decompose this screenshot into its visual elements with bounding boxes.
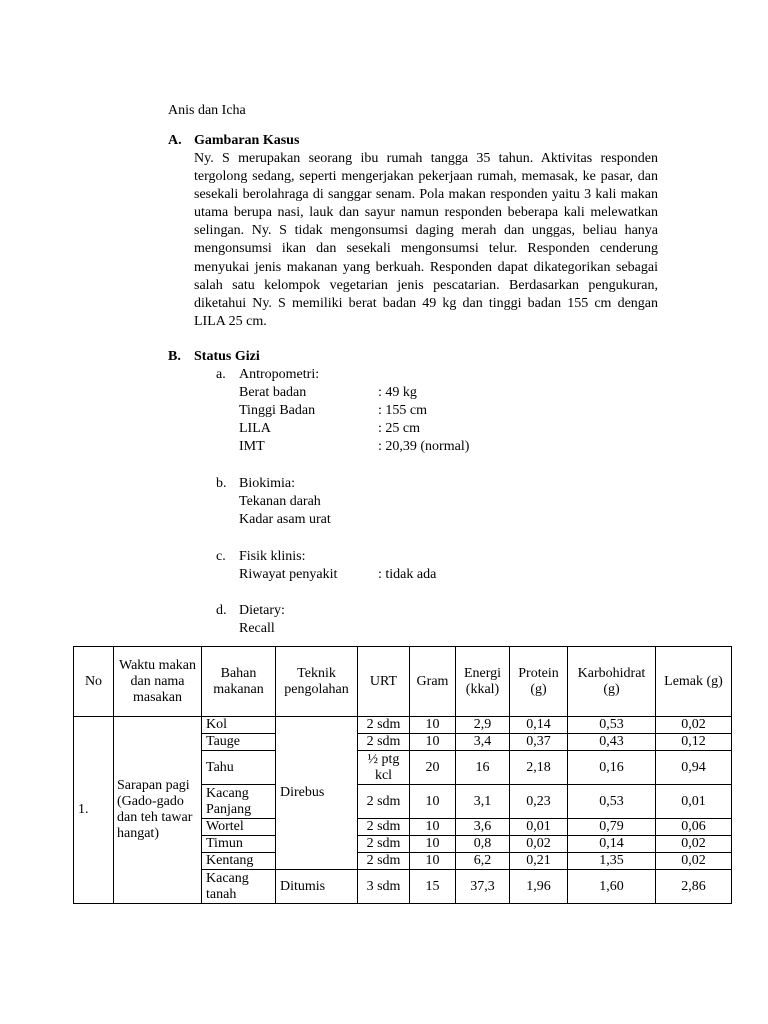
anthro-label-weight: Berat badan	[239, 385, 307, 400]
cell-energi: 6,2	[456, 853, 510, 870]
header-lemak: Lemak (g)	[656, 647, 732, 717]
cell-bahan: Kentang	[202, 853, 276, 870]
anthro-value-height: : 155 cm	[378, 403, 427, 418]
header-energi: Energi (kkal)	[456, 647, 510, 717]
cell-bahan: Tauge	[202, 734, 276, 751]
antropometri-title: Antropometri:	[239, 367, 320, 382]
cell-karbohidrat: 0,16	[568, 751, 656, 785]
cell-energi: 3,1	[456, 785, 510, 819]
cell-protein: 2,18	[510, 751, 568, 785]
cell-protein: 0,37	[510, 734, 568, 751]
cell-protein: 0,21	[510, 853, 568, 870]
fisik-klinis-title: Fisik klinis:	[239, 549, 306, 564]
cell-karbohidrat: 1,35	[568, 853, 656, 870]
cell-protein: 0,02	[510, 836, 568, 853]
cell-urt: 2 sdm	[358, 819, 410, 836]
cell-no: 1.	[74, 717, 114, 904]
header-no: No	[74, 647, 114, 717]
cell-urt: 2 sdm	[358, 836, 410, 853]
cell-urt: 2 sdm	[358, 734, 410, 751]
cell-energi: 37,3	[456, 870, 510, 904]
biokimia-title: Biokimia:	[239, 476, 295, 491]
cell-energi: 2,9	[456, 717, 510, 734]
cell-technique: Direbus	[276, 717, 358, 870]
table-header-row	[74, 647, 732, 717]
recall-subtitle: Recall	[239, 621, 275, 636]
header-teknik-pengolahan: Teknik pengolahan	[276, 647, 358, 717]
section-a-marker: A.	[168, 133, 182, 148]
anthro-value-imt: : 20,39 (normal)	[378, 439, 470, 454]
fisik-klinis-marker: c.	[216, 549, 226, 564]
section-b-marker: B.	[168, 349, 181, 364]
cell-bahan: Tahu	[202, 751, 276, 785]
cell-gram: 10	[410, 785, 456, 819]
cell-protein: 0,23	[510, 785, 568, 819]
cell-protein: 0,14	[510, 717, 568, 734]
header-protein: Protein (g)	[510, 647, 568, 717]
riwayat-penyakit-value: : tidak ada	[378, 567, 437, 582]
header-bahan-makanan: Bahan makanan	[202, 647, 276, 717]
cell-lemak: 0,12	[656, 734, 732, 751]
cell-lemak: 0,02	[656, 717, 732, 734]
cell-meal: Sarapan pagi (Gado-gado dan teh tawar hangat)	[114, 717, 202, 904]
cell-gram: 10	[410, 819, 456, 836]
cell-urt: 3 sdm	[358, 870, 410, 904]
biokimia-item: Tekanan darah	[239, 494, 321, 509]
header-gram: Gram	[410, 647, 456, 717]
biokimia-item: Kadar asam urat	[239, 512, 331, 527]
cell-karbohidrat: 0,53	[568, 717, 656, 734]
cell-gram: 10	[410, 836, 456, 853]
cell-karbohidrat: 0,43	[568, 734, 656, 751]
cell-bahan: Timun	[202, 836, 276, 853]
anthro-value-weight: : 49 kg	[378, 385, 417, 400]
cell-karbohidrat: 0,53	[568, 785, 656, 819]
header-karbohidrat: Karbohidrat (g)	[568, 647, 656, 717]
cell-gram: 10	[410, 853, 456, 870]
authors: Anis dan Icha	[168, 103, 246, 118]
anthro-label-lila: LILA	[239, 421, 271, 436]
cell-bahan: Kacang tanah	[202, 870, 276, 904]
recall-table	[73, 646, 732, 904]
cell-lemak: 0,01	[656, 785, 732, 819]
cell-urt: 2 sdm	[358, 853, 410, 870]
cell-lemak: 0,06	[656, 819, 732, 836]
cell-lemak: 0,94	[656, 751, 732, 785]
section-b-title: Status Gizi	[194, 349, 260, 364]
cell-urt: ½ ptg kcl	[358, 751, 410, 785]
riwayat-penyakit-label: Riwayat penyakit	[239, 567, 338, 582]
cell-lemak: 0,02	[656, 836, 732, 853]
cell-lemak: 0,02	[656, 853, 732, 870]
cell-bahan: Wortel	[202, 819, 276, 836]
cell-gram: 10	[410, 717, 456, 734]
cell-urt: 2 sdm	[358, 785, 410, 819]
dietary-title: Dietary:	[239, 603, 285, 618]
table-row	[74, 717, 732, 734]
cell-gram: 20	[410, 751, 456, 785]
cell-gram: 10	[410, 734, 456, 751]
case-description: Ny. S merupakan seorang ibu rumah tangga 35 tahun. Aktivitas responden tergolong sedang, seperti mengerjakan pekerjaan rumah, memasak, ke pasar, dan sesekali berolahraga di sanggar senam. Pola makan responden yaitu 3 kali makan utama berupa nasi, lauk dan sayur namun responden beberapa kali melewatkan selingan. Ny. S tidak mengonsumsi daging merah dan unggas, beliau hanya mengonsumsi ikan dan sesekali mengonsumsi telur. Responden cenderung menyukai jenis makanan yang berkuah. Responden dapat dikategorikan sebagai salah satu kelompok vegetarian jenis pescatarian. Berdasarkan pengukuran, diketahui Ny. S memiliki berat badan 49 kg dan tinggi badan 155 cm dengan LILA 25 cm.	[194, 151, 658, 329]
anthro-value-lila: : 25 cm	[378, 421, 420, 436]
antropometri-marker: a.	[216, 367, 226, 382]
cell-energi: 16	[456, 751, 510, 785]
dietary-marker: d.	[216, 603, 227, 618]
cell-karbohidrat: 0,79	[568, 819, 656, 836]
cell-karbohidrat: 0,14	[568, 836, 656, 853]
cell-technique: Ditumis	[276, 870, 358, 904]
anthro-label-height: Tinggi Badan	[239, 403, 316, 418]
cell-karbohidrat: 1,60	[568, 870, 656, 904]
cell-urt: 2 sdm	[358, 717, 410, 734]
section-a-title: Gambaran Kasus	[194, 133, 300, 148]
biokimia-marker: b.	[216, 476, 227, 491]
header-urt: URT	[358, 647, 410, 717]
cell-gram: 15	[410, 870, 456, 904]
header-waktu-makan: Waktu makan dan nama masakan	[114, 647, 202, 717]
cell-protein: 1,96	[510, 870, 568, 904]
cell-energi: 3,4	[456, 734, 510, 751]
cell-energi: 3,6	[456, 819, 510, 836]
cell-energi: 0,8	[456, 836, 510, 853]
cell-protein: 0,01	[510, 819, 568, 836]
cell-lemak: 2,86	[656, 870, 732, 904]
cell-bahan: Kol	[202, 717, 276, 734]
cell-bahan: Kacang Panjang	[202, 785, 276, 819]
anthro-label-imt: IMT	[239, 439, 265, 454]
